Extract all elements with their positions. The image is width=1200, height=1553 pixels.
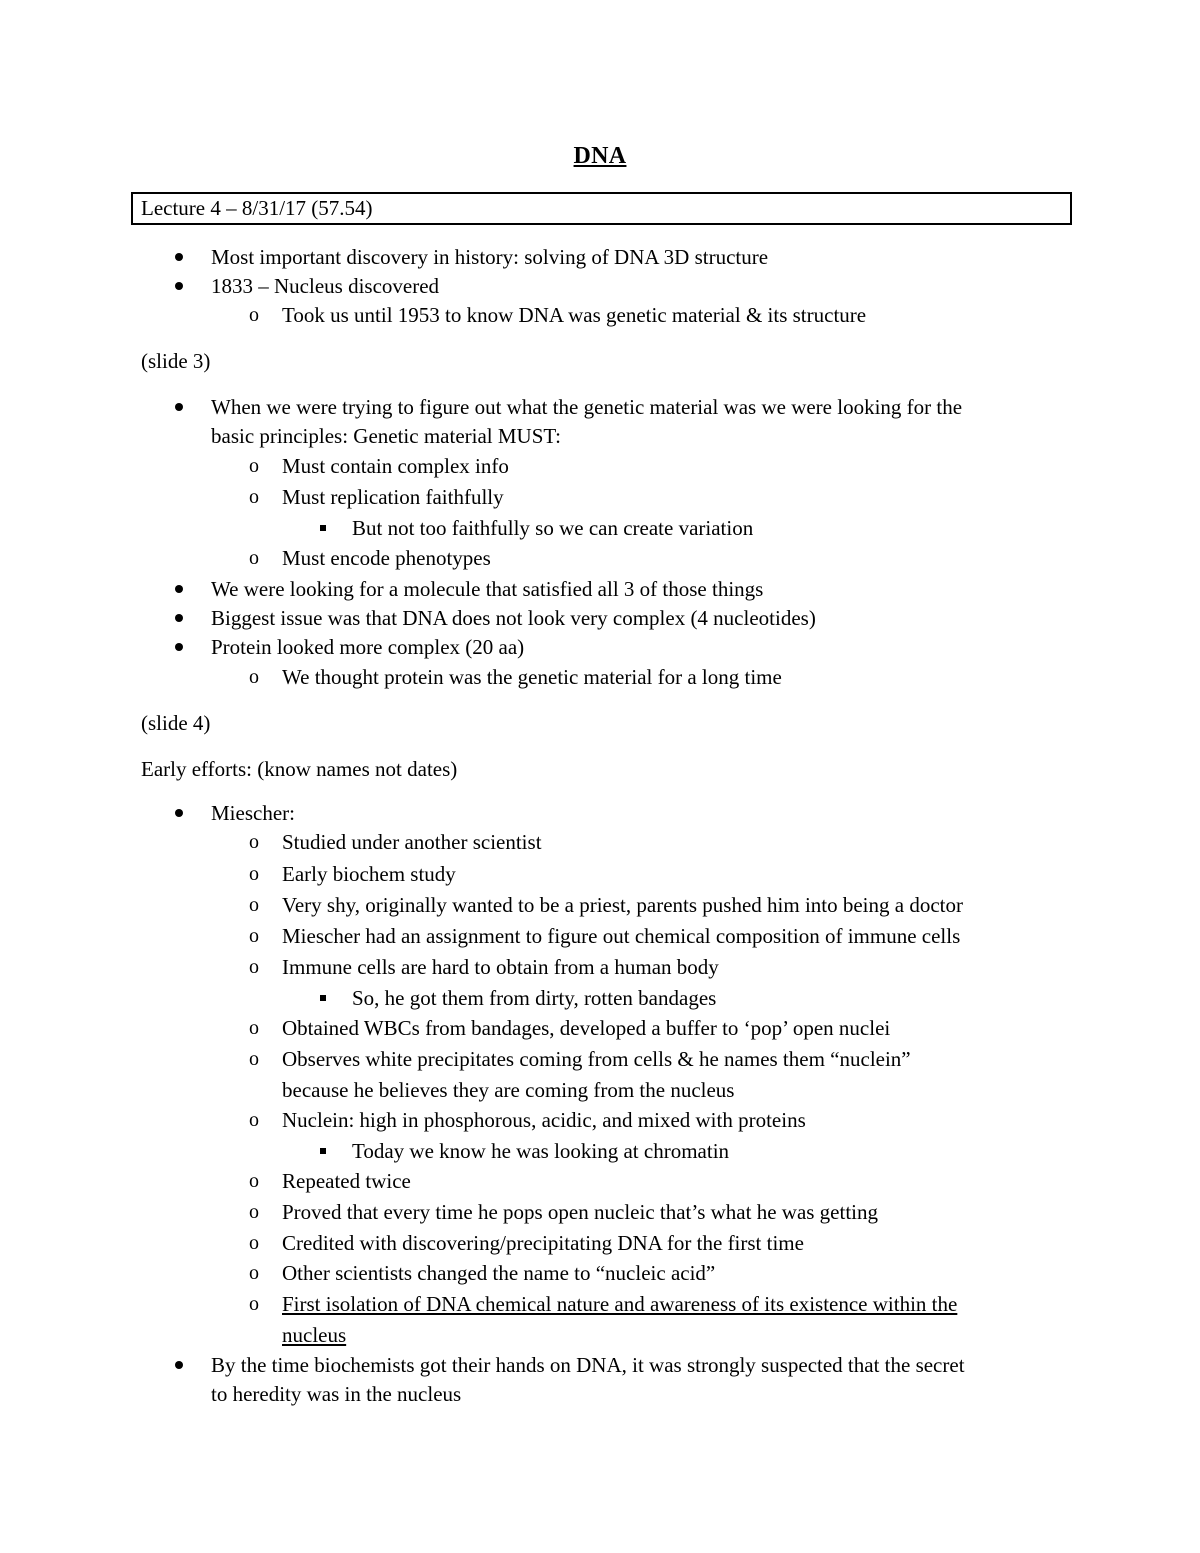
note-line: Took us until 1953 to know DNA was genetic material & its structure [282,303,867,327]
note-line: Most important discovery in history: solving of DNA 3D structure [211,245,769,269]
note-line: When we were trying to figure out what the genetic material was we were looking for the [211,395,963,419]
bullet-icon [175,809,183,817]
note-line: Repeated twice [282,1169,411,1193]
note-line: Must encode phenotypes [282,546,491,570]
bullet-circle-icon: o [249,547,259,569]
lecture-header-box [131,192,1072,225]
note-line: to heredity was in the nucleus [211,1382,462,1406]
bullet-circle-icon: o [249,1048,259,1070]
note-line: Studied under another scientist [282,830,542,854]
note-line: Other scientists changed the name to “nucleic acid” [282,1261,716,1285]
bullet-circle-icon: o [249,956,259,978]
note-line: Must replication faithfully [282,485,504,509]
note-line: Credited with discovering/precipitating DNA for the first time [282,1231,804,1255]
bullet-circle-icon: o [249,894,259,916]
note-line: Biggest issue was that DNA does not look very complex (4 nucleotides) [211,606,816,630]
bullet-circle-icon: o [249,1232,259,1254]
bullet-circle-icon: o [249,831,259,853]
bullet-circle-icon: o [249,666,259,688]
bullet-circle-icon: o [249,863,259,885]
note-line: nucleus [282,1323,347,1347]
note-line: We were looking for a molecule that satisfied all 3 of those things [211,577,764,601]
bullet-square-icon [320,1148,326,1154]
bullet-icon [175,282,183,290]
note-line: Immune cells are hard to obtain from a human body [282,955,719,979]
bullet-icon [175,614,183,622]
bullet-square-icon [320,995,326,1001]
note-line: Today we know he was looking at chromatin [352,1139,730,1163]
note-line: because he believes they are coming from the nucleus [282,1078,735,1102]
bullet-circle-icon: o [249,1017,259,1039]
lecture-header-text: Lecture 4 – 8/31/17 (57.54) [141,196,373,220]
note-line: So, he got them from dirty, rotten bandages [352,986,717,1010]
bullet-circle-icon: o [249,486,259,508]
bullet-square-icon [320,525,326,531]
bullet-circle-icon: o [249,1293,259,1315]
bullet-circle-icon: o [249,304,259,326]
note-line: Proved that every time he pops open nucleic that’s what he was getting [282,1200,879,1224]
note-line: Very shy, originally wanted to be a priest, parents pushed him into being a doctor [282,893,963,917]
bullet-circle-icon: o [249,1201,259,1223]
bullet-icon [175,585,183,593]
bullet-icon [175,643,183,651]
note-line: (slide 4) [141,711,211,735]
note-line: But not too faithfully so we can create variation [352,516,754,540]
bullet-circle-icon: o [249,925,259,947]
note-line: Nuclein: high in phosphorous, acidic, and mixed with proteins [282,1108,806,1132]
note-line: By the time biochemists got their hands on DNA, it was strongly suspected that the secret [211,1353,965,1377]
bullet-circle-icon: o [249,1262,259,1284]
note-line: Early biochem study [282,862,456,886]
bullet-circle-icon: o [249,455,259,477]
note-line: Miescher had an assignment to figure out chemical composition of immune cells [282,924,961,948]
note-line: Early efforts: (know names not dates) [141,757,458,781]
bullet-icon [175,403,183,411]
page-title: DNA [573,143,627,169]
bullet-icon [175,1361,183,1369]
note-line: We thought protein was the genetic material for a long time [282,665,782,689]
bullet-icon [175,253,183,261]
bullet-circle-icon: o [249,1109,259,1131]
note-line: First isolation of DNA chemical nature and awareness of its existence within the [282,1292,958,1316]
note-line: 1833 – Nucleus discovered [211,274,440,298]
note-line: Protein looked more complex (20 aa) [211,635,525,659]
note-line: (slide 3) [141,349,211,373]
note-line: Must contain complex info [282,454,509,478]
note-line: Obtained WBCs from bandages, developed a buffer to ‘pop’ open nuclei [282,1016,891,1040]
bullet-circle-icon: o [249,1170,259,1192]
note-line: Miescher: [211,801,295,825]
note-line: basic principles: Genetic material MUST: [211,424,562,448]
note-line: Observes white precipitates coming from cells & he names them “nuclein” [282,1047,911,1071]
